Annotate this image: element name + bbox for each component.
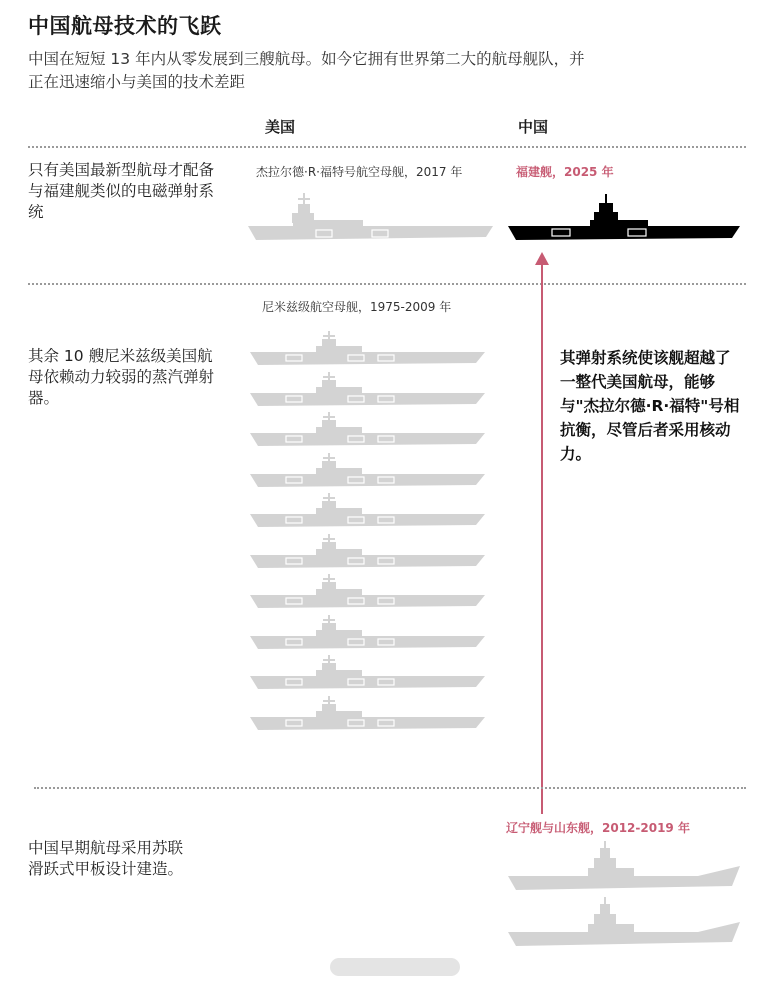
- liaoning-shandong-caption: 辽宁舰与山东舰，2012-2019 年: [506, 821, 690, 835]
- nimitz-carrier-silhouette: [250, 654, 485, 692]
- row2-label: 其余 10 艘尼米兹级美国航母依赖动力较弱的蒸汽弹射器。: [28, 347, 215, 407]
- fujian-carrier-silhouette: [508, 192, 740, 244]
- page-subtitle: 中国在短短 13 年内从零发展到三艘航母。如今它拥有世界第二大的航母舰队，并正在迅速缩小与美国的技术差距: [28, 50, 585, 91]
- ford-caption: 杰拉尔德·R·福特号航空母舰，2017 年: [256, 165, 463, 179]
- liaoning-carrier-silhouette: [508, 840, 740, 894]
- nimitz-carrier-silhouette: [250, 452, 485, 490]
- progress-arrow: [534, 250, 550, 816]
- nimitz-carrier-silhouette: [250, 695, 485, 733]
- column-header-us: 美国: [265, 118, 296, 136]
- row1-label: 只有美国最新型航母才配备与福建舰类似的电磁弹射系统: [28, 161, 215, 221]
- nimitz-carrier-silhouette: [250, 614, 485, 652]
- divider-top: [28, 146, 746, 148]
- fujian-note: 其弹射系统使该舰超越了一整代美国航母，能够与"杰拉尔德·R·福特"号相抗衡，尽管后者采用核动力。: [560, 349, 740, 463]
- nimitz-caption: 尼米兹级航空母舰，1975-2009 年: [262, 300, 452, 314]
- page-title: 中国航母技术的飞跃: [28, 14, 222, 38]
- nimitz-carrier-silhouette: [250, 492, 485, 530]
- fujian-caption: 福建舰，2025 年: [516, 165, 614, 179]
- divider-row2-row3: [34, 787, 746, 789]
- divider-row1-row2: [28, 283, 746, 285]
- row3-label: 中国早期航母采用苏联滑跃式甲板设计建造。: [28, 839, 184, 878]
- watermark: [330, 958, 460, 976]
- nimitz-carrier-silhouette: [250, 371, 485, 409]
- column-header-china: 中国: [518, 118, 549, 136]
- shandong-carrier-silhouette: [508, 896, 740, 950]
- nimitz-carrier-silhouette: [250, 411, 485, 449]
- arrow-head-icon: [535, 252, 549, 265]
- nimitz-carrier-silhouette: [250, 533, 485, 571]
- nimitz-carrier-silhouette: [250, 573, 485, 611]
- nimitz-carrier-silhouette: [250, 330, 485, 368]
- ford-carrier-silhouette: [248, 190, 493, 245]
